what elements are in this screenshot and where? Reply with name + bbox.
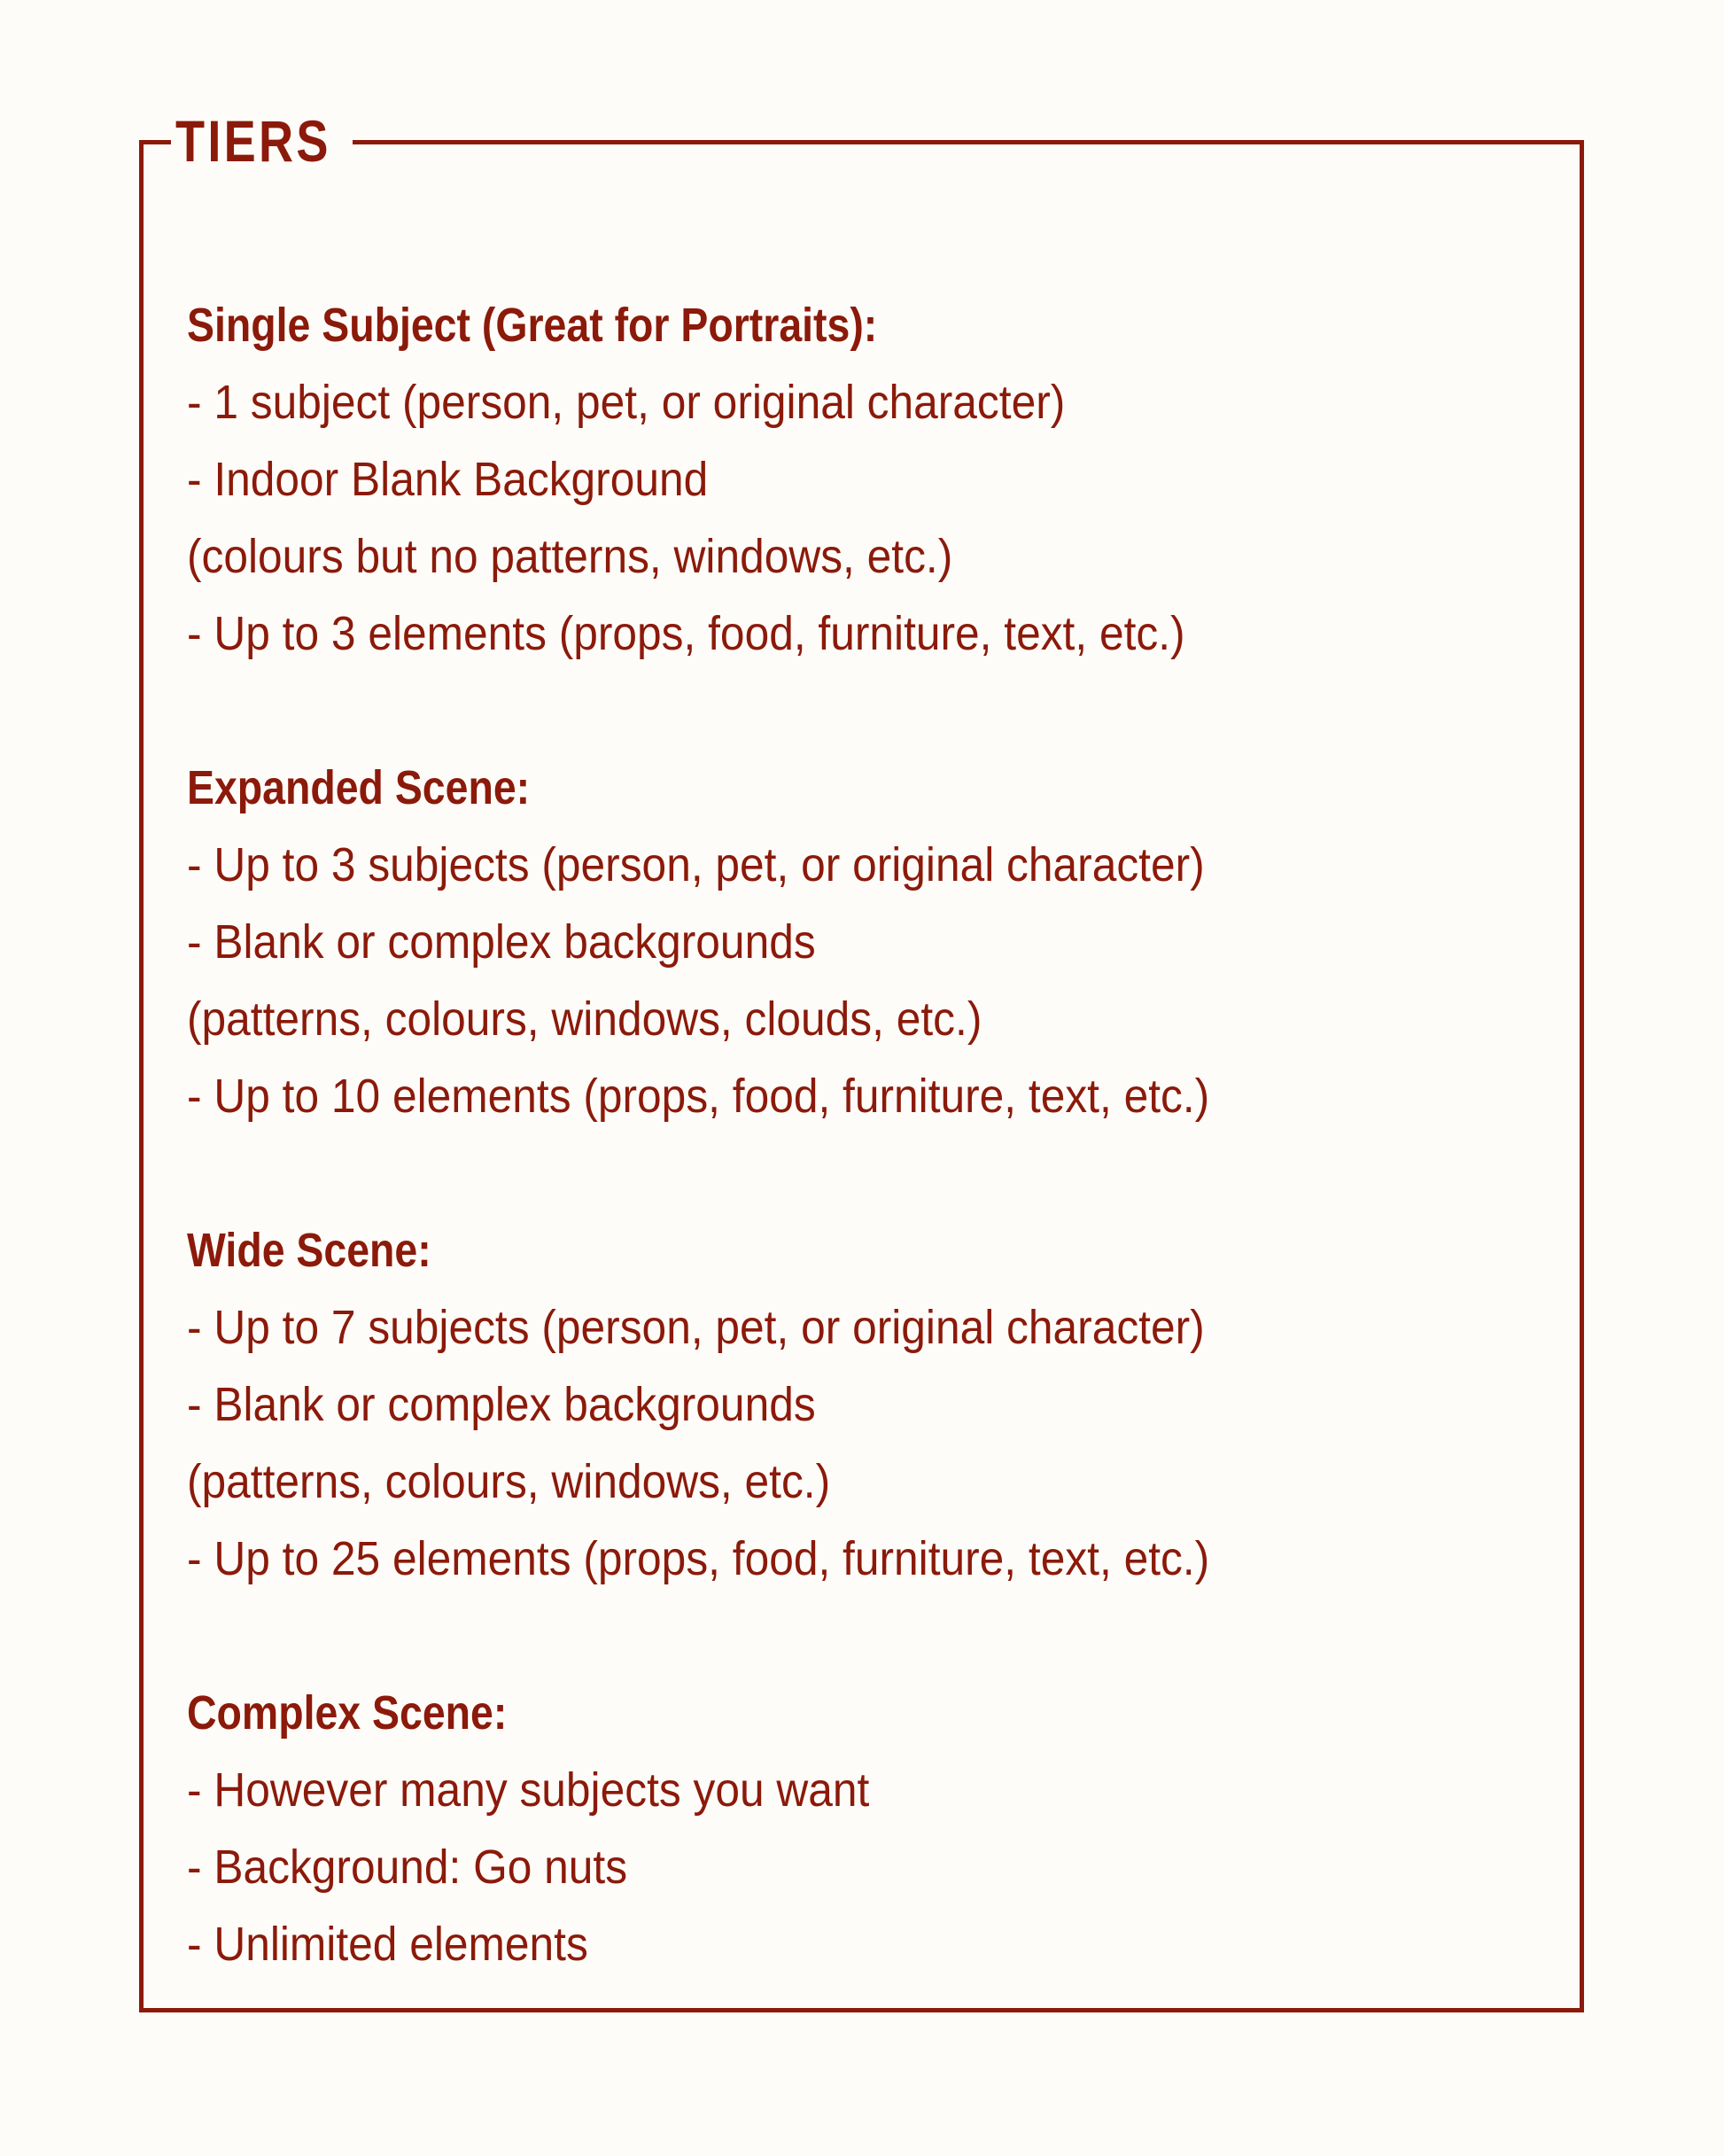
tier-line: - However many subjects you want [187,1763,870,1817]
tier-line: - Blank or complex backgrounds [187,1378,816,1431]
tier-line: (colours but no patterns, windows, etc.) [187,530,953,583]
tier-line: - Background: Go nuts [187,1841,628,1894]
tier-expanded-scene [187,750,1551,1135]
tier-line: - Up to 7 subjects (person, pet, or original character) [187,1301,1205,1354]
tier-heading: Wide Scene: [187,1224,431,1277]
page-title: TIERS [175,108,331,174]
tier-line: (patterns, colours, windows, clouds, etc.) [187,992,982,1046]
tier-heading: Complex Scene: [187,1686,508,1740]
tier-line: - Up to 3 elements (props, food, furniture, text, etc.) [187,607,1185,660]
tier-line: - Up to 25 elements (props, food, furniture, text, etc.) [187,1532,1210,1585]
tier-line: - Blank or complex backgrounds [187,915,816,969]
tiers-list [187,287,1551,2060]
tier-line: - Unlimited elements [187,1918,588,1971]
tier-line: (patterns, colours, windows, etc.) [187,1455,831,1508]
tier-complex-scene [187,1675,1551,1983]
tier-heading: Single Subject (Great for Portraits): [187,299,878,352]
tier-line: - Up to 10 elements (props, food, furniture, text, etc.) [187,1070,1210,1123]
tier-line: - Up to 3 subjects (person, pet, or original character) [187,838,1205,891]
tier-single-subject [187,287,1551,673]
tier-heading: Expanded Scene: [187,761,531,814]
tier-line: - 1 subject (person, pet, or original character) [187,376,1066,429]
tier-line: - Indoor Blank Background [187,453,709,506]
tier-wide-scene [187,1212,1551,1598]
